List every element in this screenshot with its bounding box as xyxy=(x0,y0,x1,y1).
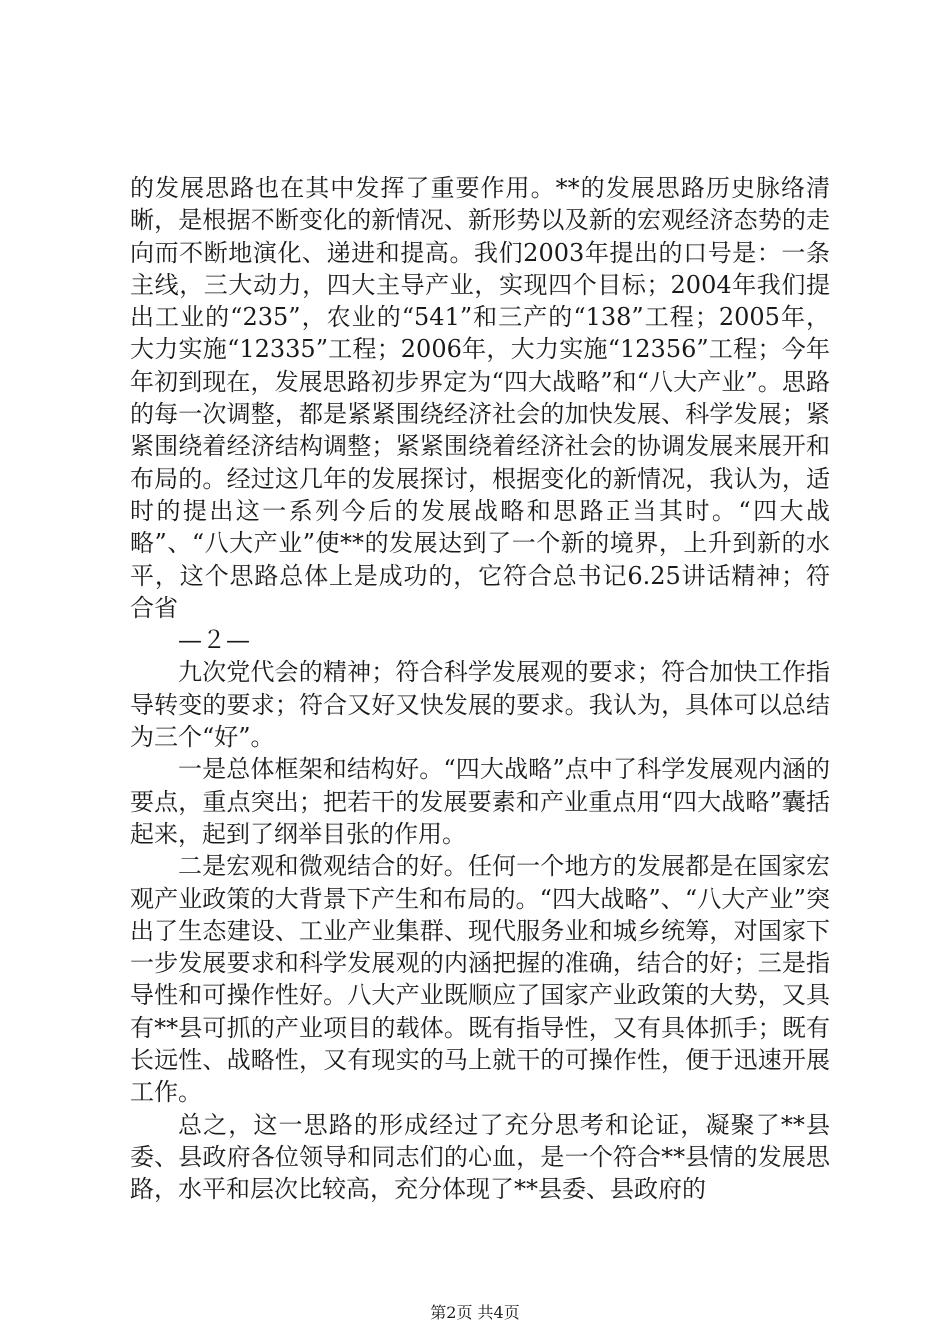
page-footer: 第2页 共4页 xyxy=(430,1303,520,1322)
paragraph-4: 二是宏观和微观结合的好。任何一个地方的发展都是在国家宏观产业政策的大背景下产生和布局的。“四大战略”、“八大产业”突出了生态建设、工业产业集群、现代服务业和城乡统筹，对国家下一步发展要求和科学发展观的内涵把握的准确，结合的好；三是指导性和可操作性好。八大产业既顺应了国家产业政策的大势，又具有**县可抓的产业项目的载体。既有指导性，又有具体抓手；既有长远性、战略性，又有现实的马上就干的可操作性，便于迅速开展工作。 xyxy=(130,852,830,1107)
page-marker: —２— xyxy=(178,626,250,655)
document-body xyxy=(130,172,830,1206)
paragraph-5: 总之，这一思路的形成经过了充分思考和论证，凝聚了**县委、县政府各位领导和同志们的心血，是一个符合**县情的发展思路，水平和层次比较高，充分体现了**县委、县政府的 xyxy=(130,1110,830,1204)
paragraph-2: 九次党代会的精神；符合科学发展观的要求；符合加快工作指导转变的要求；符合又好又快发展的要求。我认为，具体可以总结为三个“好”。 xyxy=(130,658,830,752)
paragraph-3: 一是总体框架和结构好。“四大战略”点中了科学发展观内涵的要点，重点突出；把若干的发展要素和产业重点用“四大战略”囊括起来，起到了纲举目张的作用。 xyxy=(130,755,830,848)
paragraph-continuation: 的发展思路也在其中发挥了重要作用。**的发展思路历史脉络清晰，是根据不断变化的新情况、新形势以及新的宏观经济态势的走向而不断地演化、递进和提高。我们2003年提出的口号是：一条主线，三大动力，四大主导产业，实现四个目标；2004年我们提出工业的“235”，农业的“541”和三产的“138”工程；2005年，大力实施“12335”工程；2006年，大力实施“12356”工程；今年年初到现在，发展思路初步界定为“四大战略”和“八大产业”。思路的每一次调整，都是紧紧围绕经济社会的加快发展、科学发展；紧紧围绕着经济结构调整；紧紧围绕着经济社会的协调发展来展开和布局的。经过这几年的发展探讨，根据变化的新情况，我认为，适时的提出这一系列今后的发展战略和思路正当其时。“四大战略”、“八大产业”使**的发展达到了一个新的境界，上升到新的水平，这个思路总体上是成功的，它符合总书记6.25讲话精神；符合省 xyxy=(130,174,830,622)
